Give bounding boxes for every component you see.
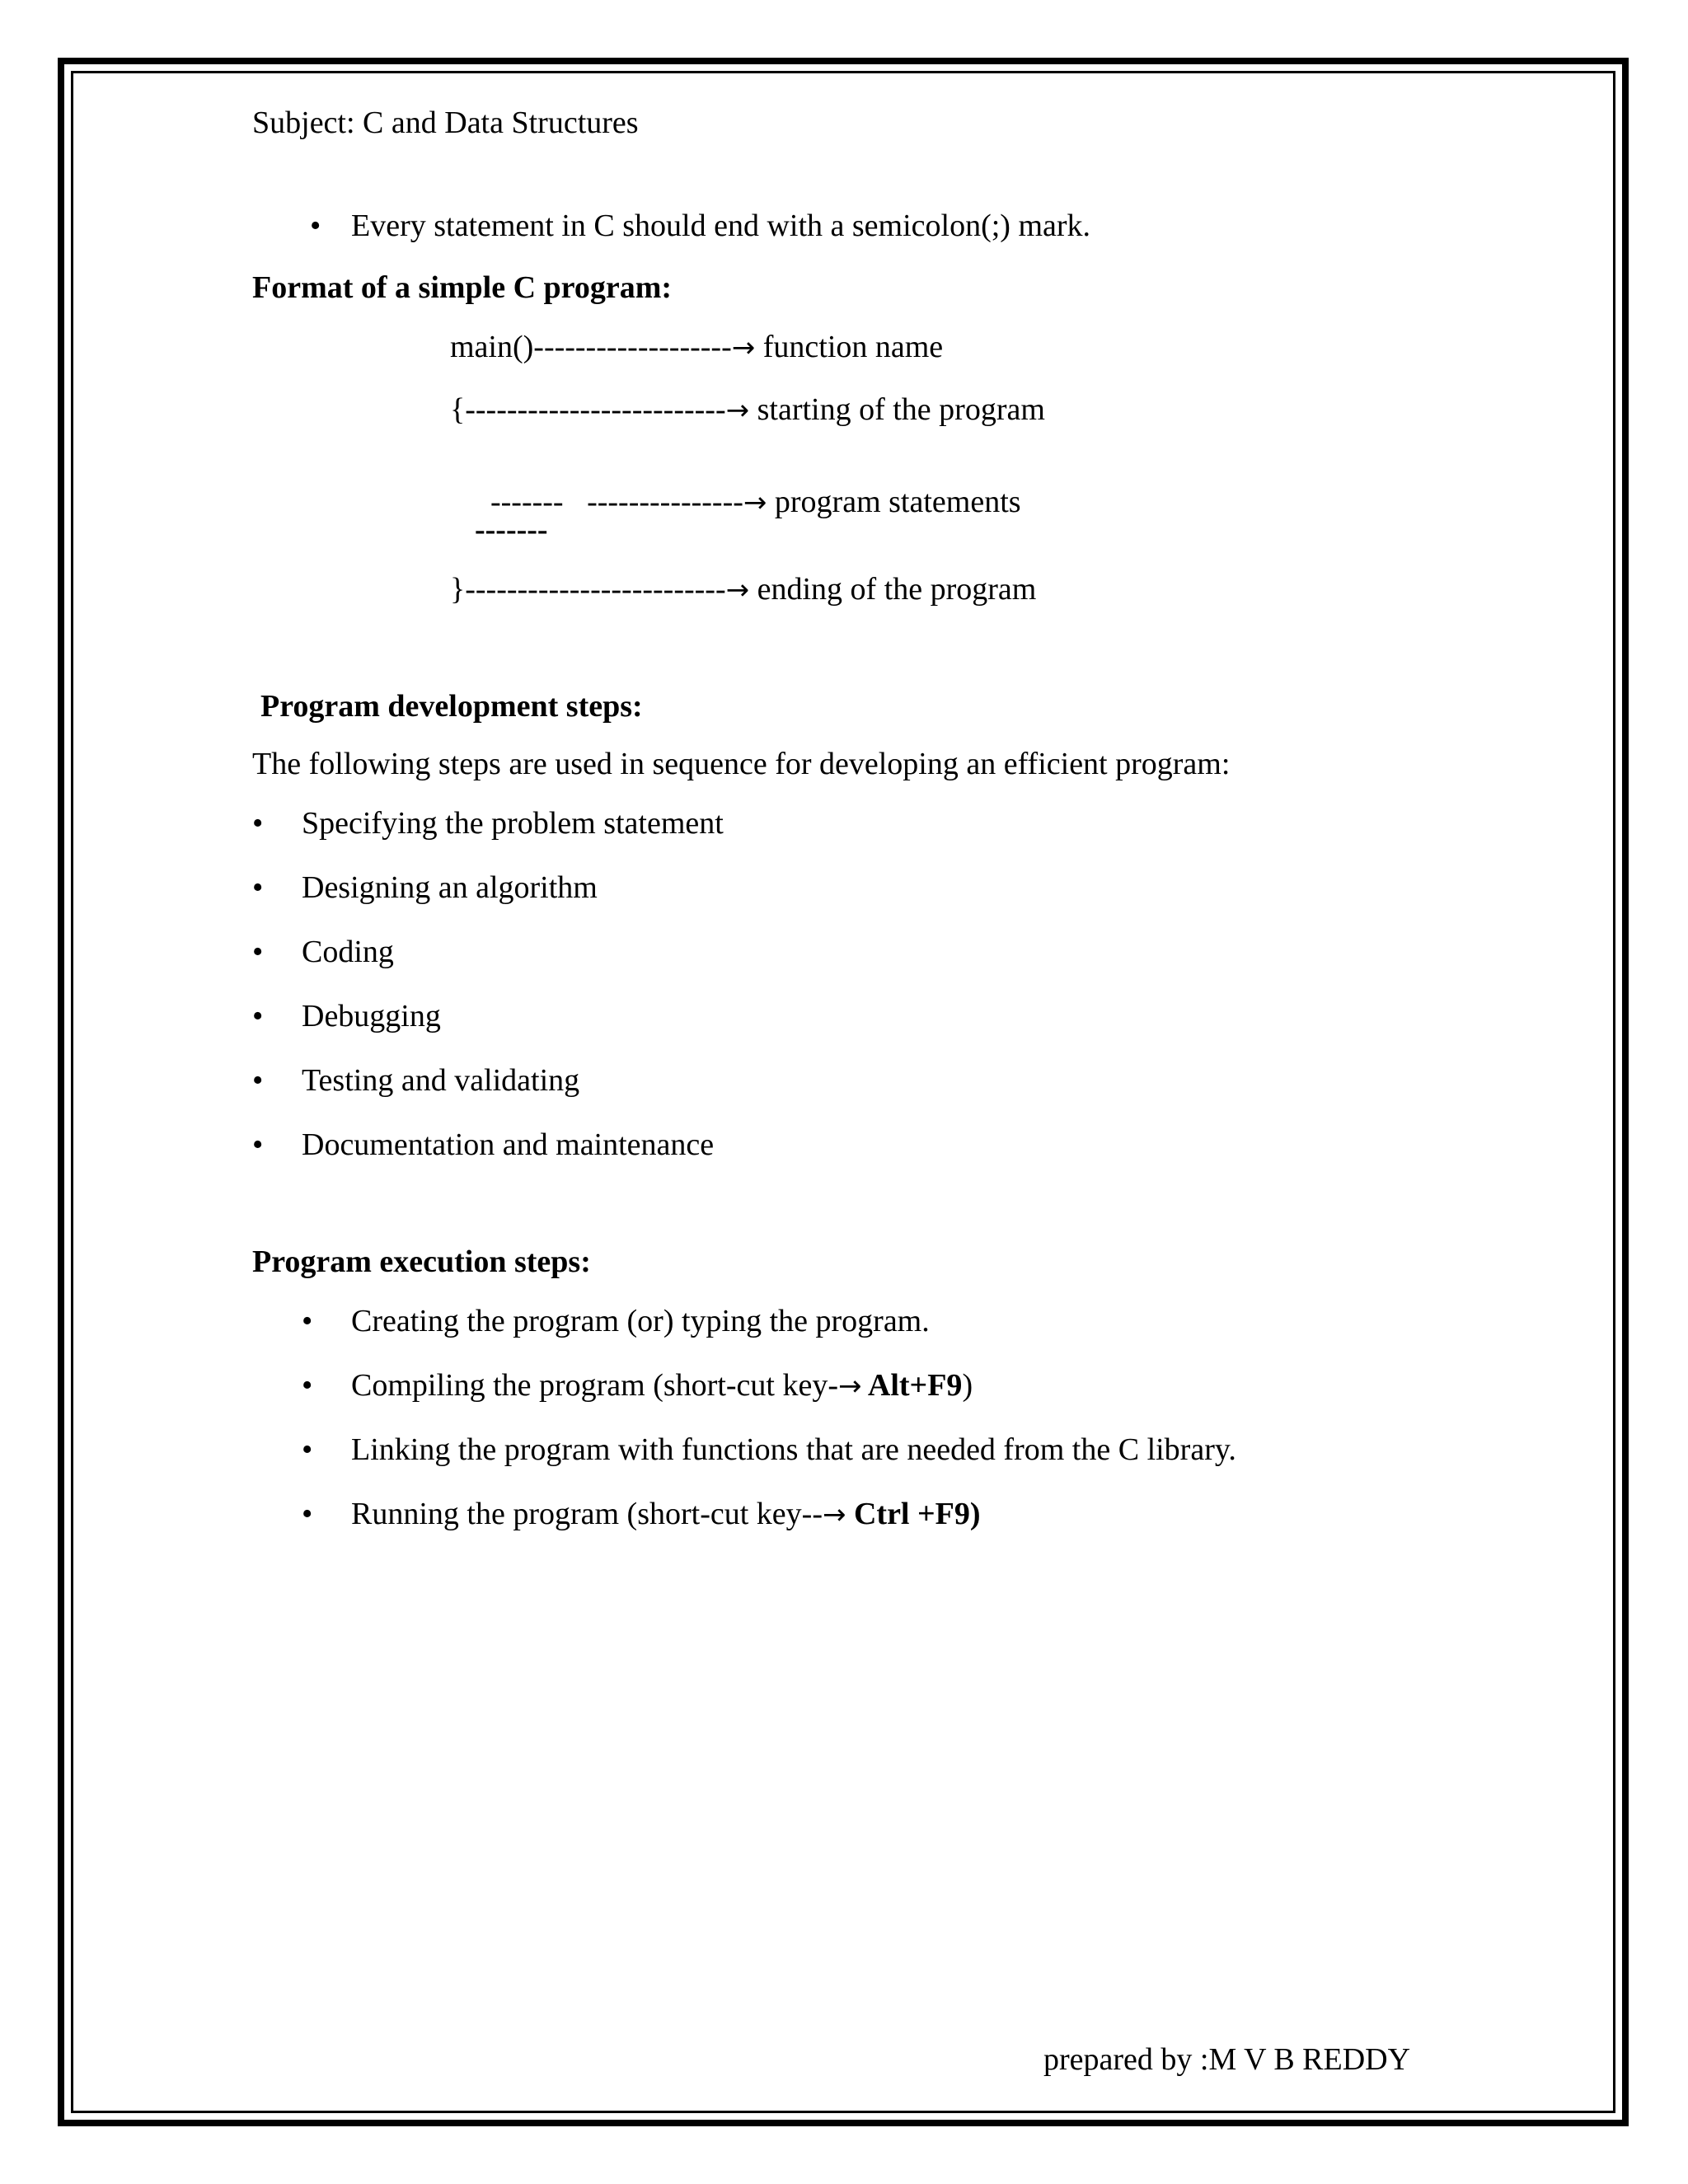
format-code: }------------------------- xyxy=(450,572,726,607)
execution-item xyxy=(351,1305,930,1337)
format-desc: program statements xyxy=(767,485,1021,519)
format-line-statements xyxy=(475,455,1021,518)
development-item: Documentation and maintenance xyxy=(302,1127,715,1162)
development-item: Designing an algorithm xyxy=(302,870,598,905)
arrow-right-icon: → xyxy=(725,394,750,427)
development-heading: Program development steps: xyxy=(260,689,643,724)
bullet-icon: • xyxy=(302,1304,313,1338)
format-code: {------------------------- xyxy=(450,392,726,427)
format-code: ------- xyxy=(475,513,548,547)
intro-bullet-text: Every statement in C should end with a semicolon(;) mark. xyxy=(351,209,1091,243)
bullet-icon: • xyxy=(252,1063,264,1098)
execution-item-text: Linking the program with functions that are needed from the C library. xyxy=(351,1432,1236,1467)
format-desc: ending of the program xyxy=(749,572,1037,607)
bullet-icon: • xyxy=(302,1432,313,1467)
execution-item-text: Creating the program (or) typing the program. xyxy=(351,1304,930,1338)
format-line-function-name xyxy=(450,331,943,363)
format-heading: Format of a simple C program: xyxy=(252,270,673,305)
footer-author: prepared by :M V B REDDY xyxy=(1043,2042,1411,2077)
bullet-icon: • xyxy=(252,1127,264,1162)
execution-item-text: Compiling the program (short-cut key- xyxy=(351,1368,838,1403)
development-item: Testing and validating xyxy=(302,1063,580,1098)
bullet-icon: • xyxy=(310,209,321,243)
arrow-right-icon: → xyxy=(743,486,767,519)
bullet-icon: • xyxy=(252,806,264,841)
development-item: Coding xyxy=(302,935,394,969)
execution-item xyxy=(351,1370,973,1401)
format-code: ------- --------------- xyxy=(490,485,743,519)
development-intro: The following steps are used in sequence for developing an efficient program: xyxy=(252,747,1231,781)
bullet-icon: • xyxy=(302,1368,313,1403)
execution-item-text: Running the program (short-cut key-- xyxy=(351,1497,823,1531)
bullet-icon: • xyxy=(252,999,264,1033)
format-line-dashes xyxy=(475,514,548,546)
arrow-right-icon: → xyxy=(838,1370,862,1403)
arrow-right-icon: → xyxy=(731,331,756,364)
execution-item xyxy=(351,1434,1236,1465)
format-code: main()------------------- xyxy=(450,330,732,364)
execution-heading: Program execution steps: xyxy=(252,1244,591,1279)
format-line-end xyxy=(450,574,1036,605)
format-desc: function name xyxy=(755,330,944,364)
development-item: Debugging xyxy=(302,999,441,1033)
subject-header: Subject: C and Data Structures xyxy=(252,105,639,140)
arrow-right-icon: → xyxy=(725,574,750,607)
bullet-icon: • xyxy=(252,935,264,969)
arrow-right-icon: → xyxy=(822,1498,846,1531)
bullet-icon: • xyxy=(252,870,264,905)
format-desc: starting of the program xyxy=(749,392,1045,427)
execution-item-tail: ) xyxy=(962,1368,973,1403)
bullet-icon: • xyxy=(302,1497,313,1531)
shortcut-key: Ctrl +F9) xyxy=(846,1497,981,1531)
format-line-start xyxy=(450,394,1045,425)
development-item: Specifying the problem statement xyxy=(302,806,724,841)
shortcut-key: Alt+F9 xyxy=(861,1368,963,1403)
execution-item xyxy=(351,1498,981,1530)
